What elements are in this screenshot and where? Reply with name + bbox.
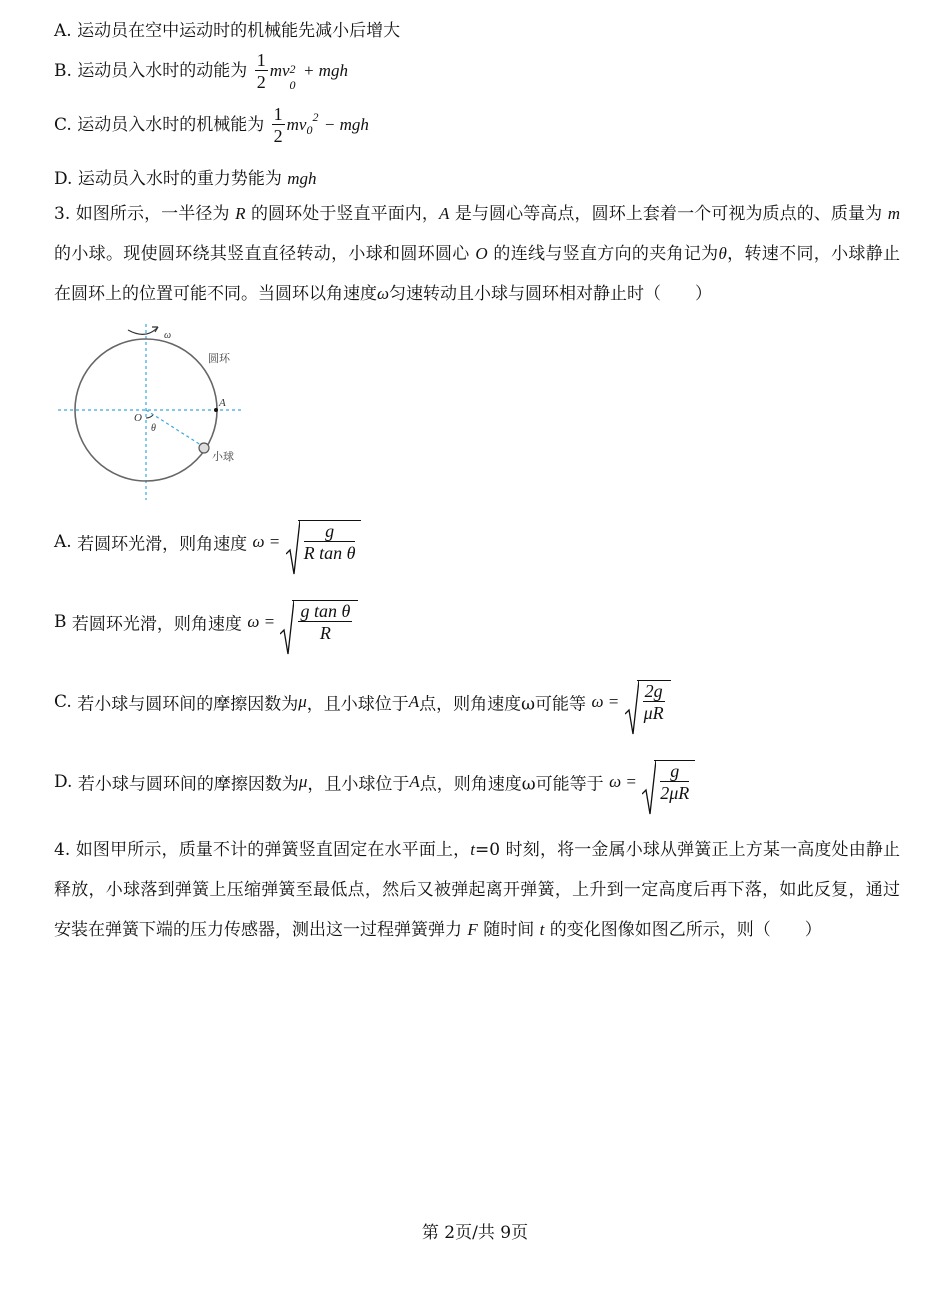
point-a-label: A — [219, 397, 226, 409]
option-3a: A. 若圆环光滑，则角速度 ω = $\frac{g}{\text{R tan θ}}$ — [54, 520, 361, 564]
fraction-half: $\frac{1}{2}$ — [273, 104, 283, 146]
ball-label: 小球 — [212, 450, 234, 463]
question-4-stem: 4. 如图甲所示，质量不计的弹簧竖直固定在水平面上，t=0 时刻，将一金属小球从弹簧正上方某一高度处由静止释放，小球落到弹簧上压缩弹簧至最低点，然后又被弹起离开弹簧，上升到一定高度后再下落，如此反复，通过安装在弹簧下端的压力传感器，测出这一过程弹簧弹力 F 随时间 t 的变化图像如图乙所示，则（ ） — [54, 840, 901, 940]
sqrt-expression: $\frac{g}{\text{R tan θ}}$ — [286, 520, 362, 564]
option-2d: D. 运动员入水时的重力势能为 mgh — [54, 169, 317, 189]
ball — [199, 443, 209, 453]
option-3b: B 若圆环光滑，则角速度 ω = $\frac{\text{g tan θ}}{R}$ — [54, 600, 358, 644]
option-2c: C. 运动员入水时的机械能为 $\frac{1}{2}$ $mv_0^2$ − mgh — [54, 104, 369, 146]
option-2b: B. 运动员入水时的动能为 $\frac{1}{2}$ mv 2 0 + mgh — [54, 50, 348, 92]
option-3d: D. 若小球与圆环间的摩擦因数为μ，且小球位于A点，则角速度ω可能等于 ω = $\frac{g}{2\mu R}$ — [54, 760, 695, 804]
question-3-stem: 3. 如图所示，一半径为 R 的圆环处于竖直平面内，A 是与圆心等高点，圆环上套着一个可视为质点的、质量为 m 的小球。现使圆环绕其竖直直径转动，小球和圆环圆心 O 的连线与竖直方向的夹角记为θ，转速不同，小球静止在圆环上的位置可能不同。当圆环以角速度ω匀速转动且小球与圆环相对静止时（ ） — [54, 204, 901, 304]
fraction-half: $\frac{1}{2}$ — [256, 50, 266, 92]
ring-label: 圆环 — [208, 352, 230, 365]
center-o-label: O — [134, 412, 142, 424]
omega-label: ω — [164, 330, 172, 341]
option-3c: C. 若小球与圆环间的摩擦因数为μ，且小球位于A点，则角速度ω可能等 ω = $\frac{2g}{\mu R}$ — [54, 680, 671, 724]
sqrt-expression: $\frac{g}{2\mu R}$ — [642, 760, 695, 804]
theta-label: θ — [151, 423, 156, 434]
page-number: 第 2页/共 9页 — [421, 1223, 529, 1243]
theta-arc — [146, 415, 153, 418]
ring-figure — [54, 318, 254, 502]
option-2a: A. 运动员在空中运动时的机械能先减小后增大 — [54, 21, 401, 41]
sqrt-expression: $\frac{\text{g tan θ}}{R}$ — [280, 600, 358, 644]
sqrt-expression: $\frac{2g}{\mu R}$ — [625, 680, 671, 724]
rotation-arrow-icon — [128, 327, 158, 334]
point-a — [214, 408, 218, 412]
